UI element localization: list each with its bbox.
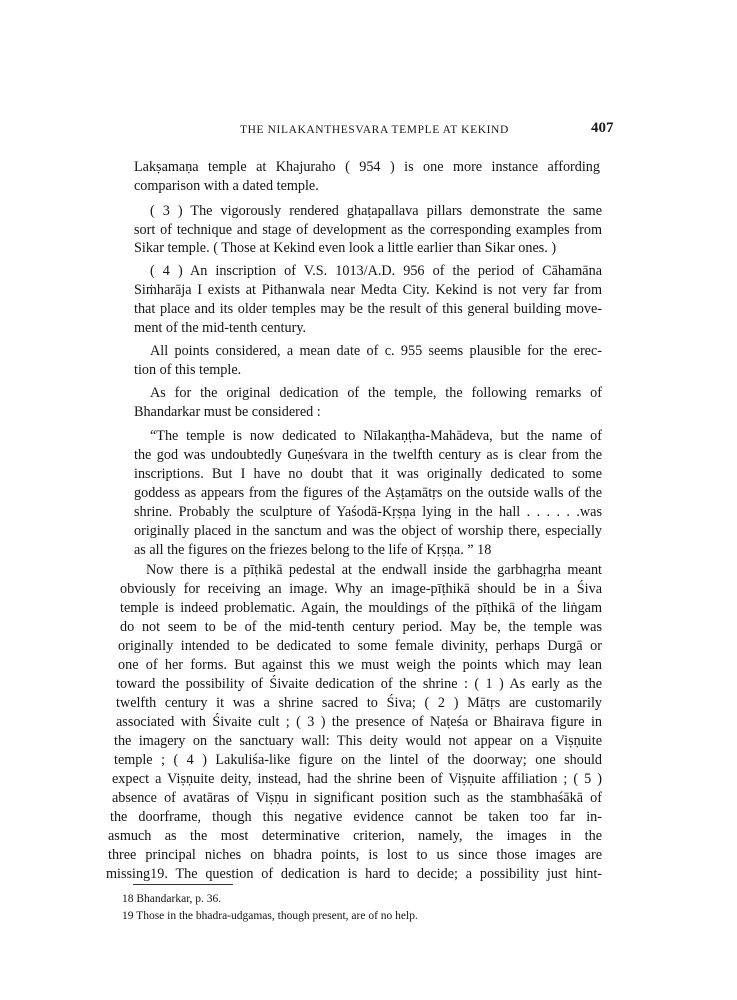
page-number: 407 [591, 120, 614, 136]
text-line: ( 3 ) The vigorously rendered ghaṭapallava pillars demonstrate the same [150, 203, 602, 219]
footnote: 19 Those in the bhadra-udgamas, though present, are of no help. [122, 910, 418, 922]
quote-line: the god was undoubtedly Guṇeśvara in the twelfth century as is clear from the [134, 447, 602, 463]
text-line: twelfth century it was a shrine sacred to Śiva; ( 2 ) Mātṛs are customarily [116, 695, 602, 711]
quote-line: goddess as appears from the figures of the Aṣṭamātṛs on the outside walls of the [134, 485, 602, 501]
text-line: the doorframe, though this negative evidence cannot be taken too far in- [110, 809, 602, 825]
text-line: associated with Śivaite cult ; ( 3 ) the presence of Naṭeśa or Bhairava figure in [116, 714, 602, 730]
text-line: temple is indeed problematic. Again, the mouldings of the pīṭhikā of the liṅgam [120, 600, 602, 616]
text-line: tion of this temple. [134, 362, 242, 378]
text-line: Now there is a pīṭhikā pedestal at the endwall inside the garbhagṛha meant [146, 562, 602, 578]
text-line: Lakṣamaṇa temple at Khajuraho ( 954 ) is one more instance affording [134, 159, 600, 175]
text-line: ment of the mid-tenth century. [134, 320, 307, 336]
text-line: All points considered, a mean date of c. 955 seems plausible for the erec- [150, 343, 602, 359]
text-line: As for the original dedication of the temple, the following remarks of [150, 385, 602, 401]
text-line: the imagery on the sanctuary wall: This deity would not appear on a Viṣṇuite [114, 733, 602, 749]
quote-line: shrine. Probably the sculpture of Yaśodā-Kṛṣṇa lying in the hall . . . . . .was [134, 504, 602, 520]
text-line: originally intended to be dedicated to some female divinity, perhaps Durgā or [118, 638, 602, 654]
quote-line: originally placed in the sanctum and was the object of worship there, especially [134, 523, 602, 539]
footnote: 18 Bhandarkar, p. 36. [122, 893, 222, 905]
text-line: sort of technique and stage of development as the corresponding examples from [134, 222, 602, 238]
text-line: asmuch as the most determinative criterion, namely, the images in the [108, 828, 602, 844]
text-line: absence of avatāras of Viṣṇu in significant position such as the stambhaśākā of [112, 790, 602, 806]
text-line: ( 4 ) An inscription of V.S. 1013/A.D. 956 of the period of Cāhamāna [150, 263, 602, 279]
text-line: temple ; ( 4 ) Lakuliśa-like figure on the lintel of the doorway; one should [114, 752, 602, 768]
text-line: obviously for receiving an image. Why an image-pīṭhikā should be in a Śiva [120, 581, 602, 597]
text-line: three principal niches on bhadra points, is lost to us since those images are [108, 847, 602, 863]
text-line: Siṁharāja I exists at Pithanwala near Medta City. Kekind is not very far from [134, 282, 602, 298]
text-line: comparison with a dated temple. [134, 178, 319, 194]
text-line: one of her forms. But against this we must weigh the points which may lean [118, 657, 602, 673]
text-line: Bhandarkar must be considered : [134, 404, 321, 420]
running-title: THE NILAKANTHESVARA TEMPLE AT KEKIND [240, 124, 509, 136]
text-line: that place and its older temples may be the result of this general building move- [134, 301, 602, 317]
text-line: missing19. The question of dedication is hard to decide; a possibility just hint- [106, 866, 602, 882]
quote-line: inscriptions. But I have no doubt that it was originally dedicated to some [134, 466, 602, 482]
footnote-rule [133, 884, 233, 885]
text-line: do not seem to be of the mid-tenth century period. May be, the temple was [120, 619, 602, 635]
text-line: Sikar temple. ( Those at Kekind even look a little earlier than Sikar ones. ) [134, 240, 557, 256]
quote-line: as all the figures on the friezes belong to the life of Kṛṣṇa. ” 18 [134, 542, 492, 558]
text-line: toward the possibility of Śivaite dedication of the shrine : ( 1 ) As early as the [116, 676, 602, 692]
text-line: expect a Viṣṇuite deity, instead, had the shrine been of Viṣṇuite affiliation ; ( 5 ) [112, 771, 602, 787]
quote-line: “The temple is now dedicated to Nīlakaṇṭha-Mahādeva, but the name of [150, 428, 602, 444]
